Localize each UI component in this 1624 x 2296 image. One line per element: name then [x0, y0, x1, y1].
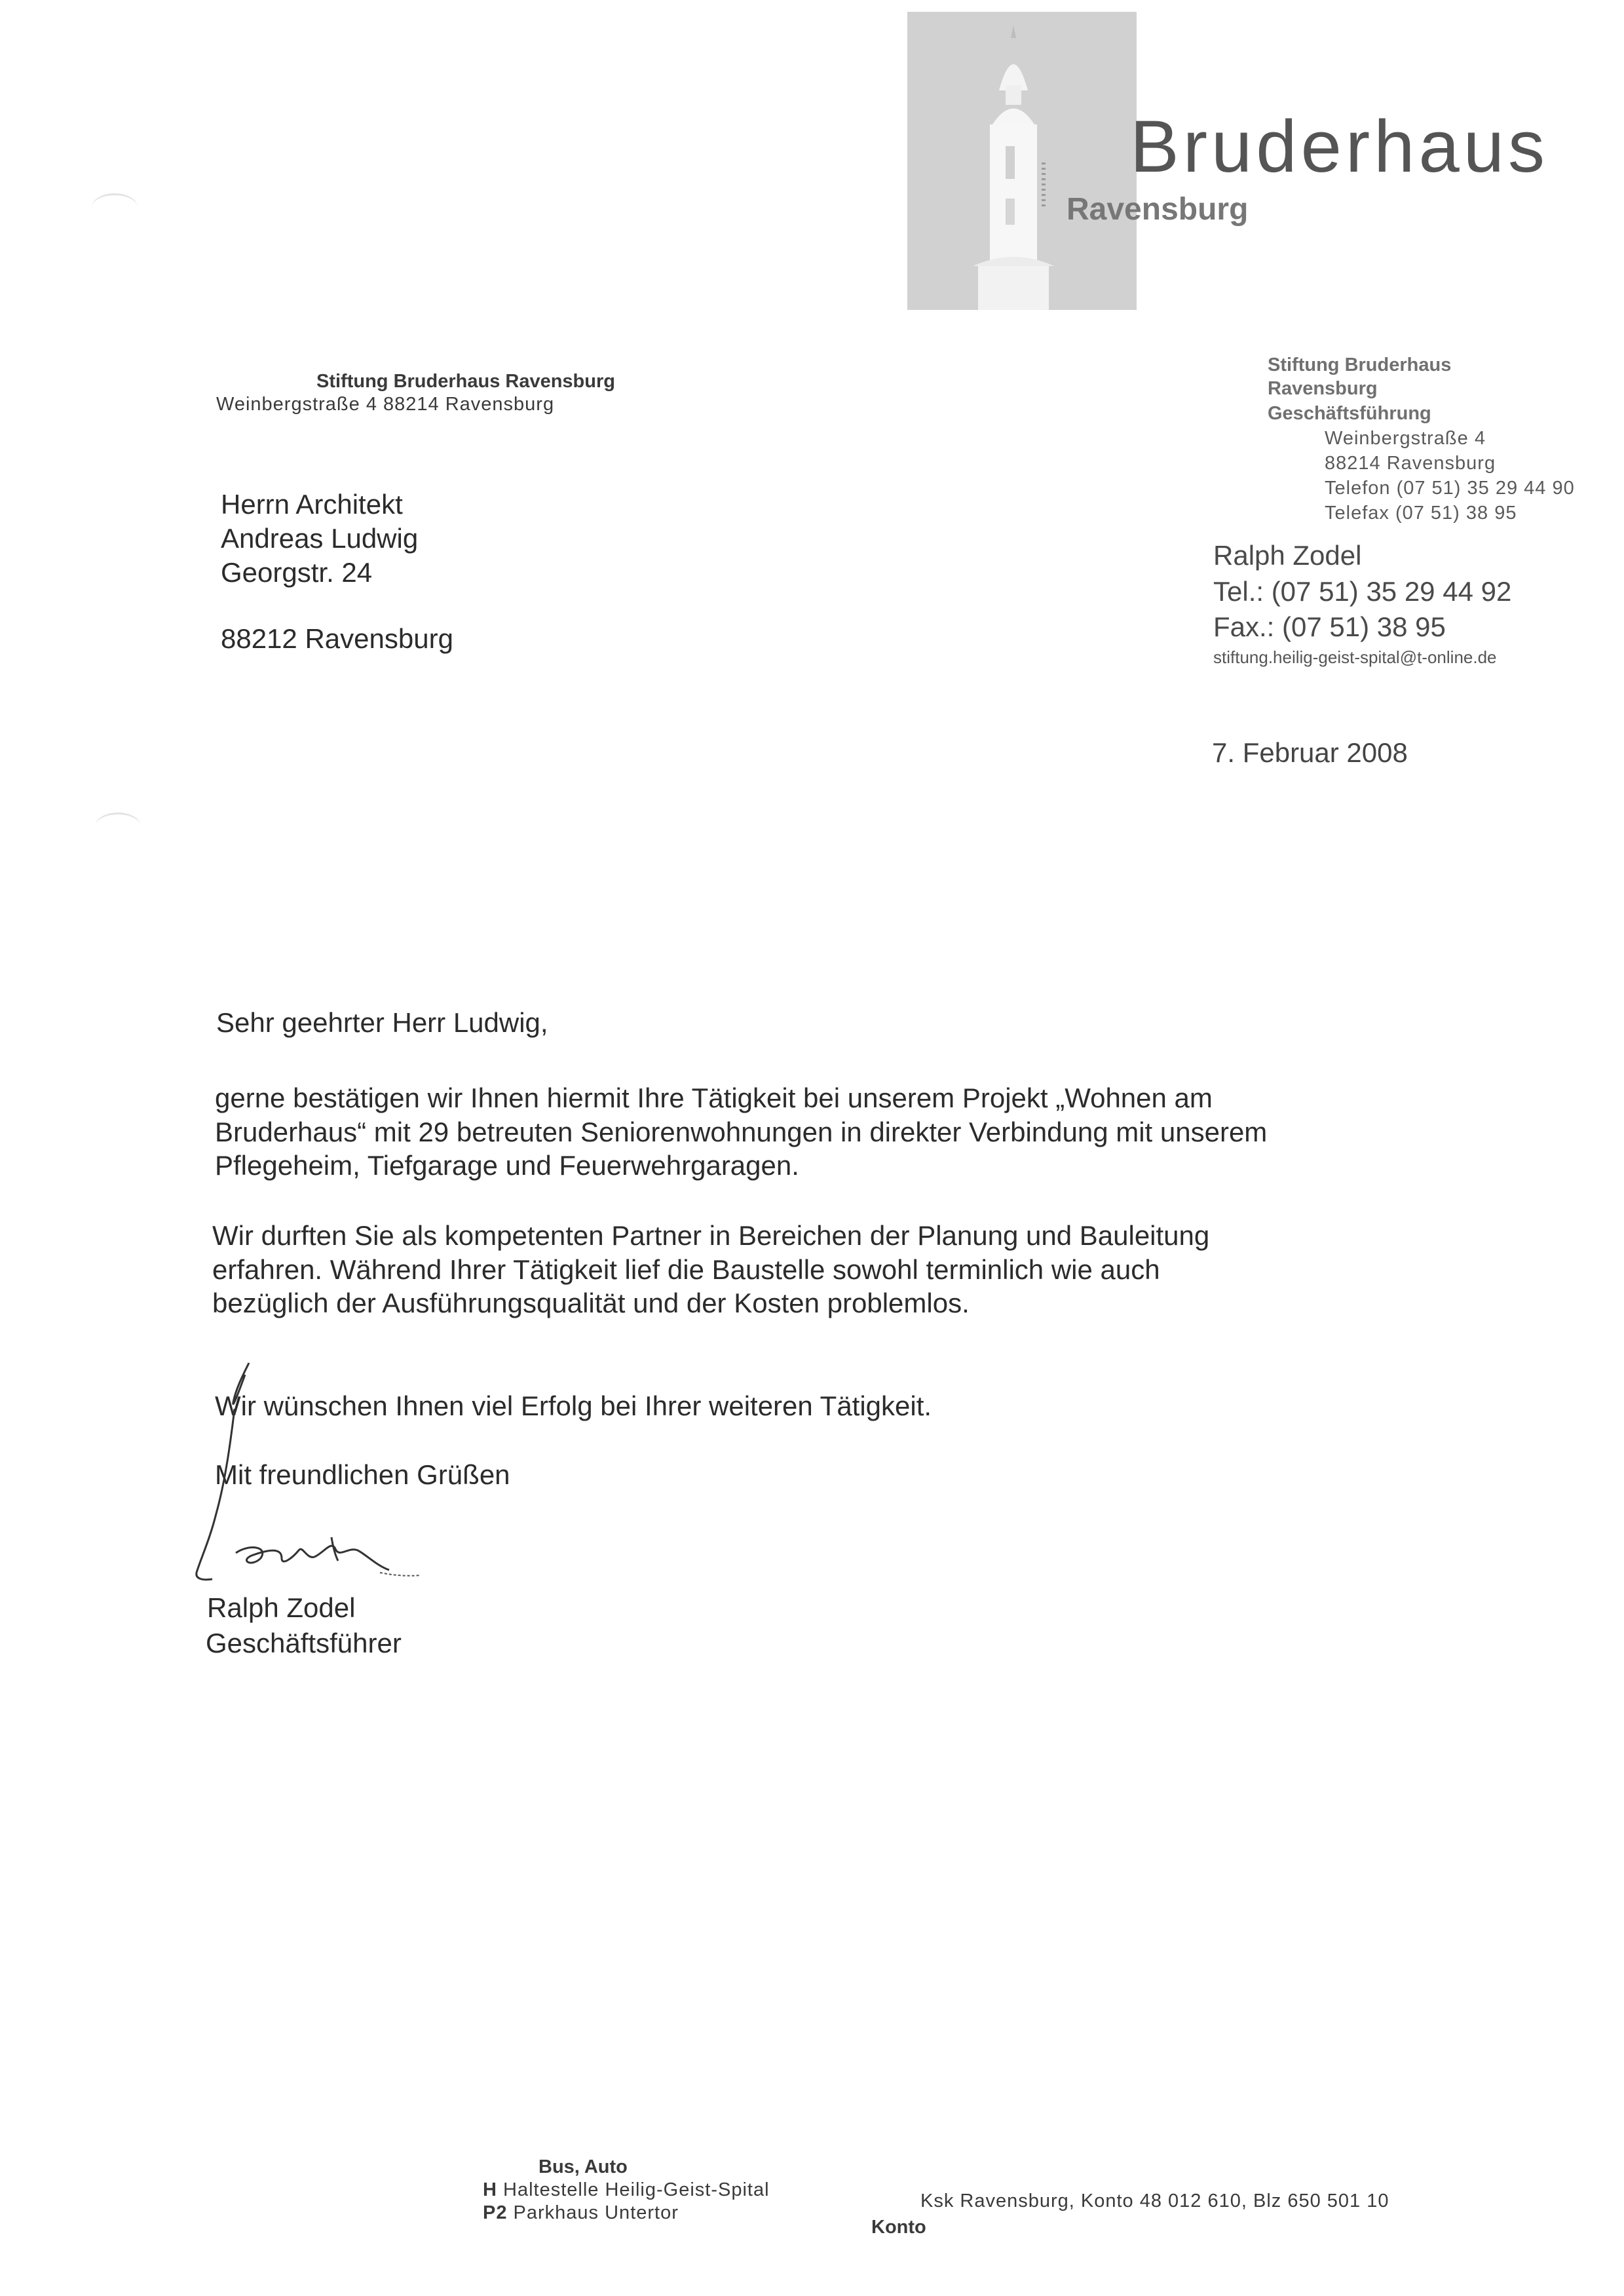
org-fax: Telefax (07 51) 38 95: [1325, 503, 1517, 524]
org-phone: Telefon (07 51) 35 29 44 90: [1325, 478, 1575, 499]
contact-email: stiftung.heilig-geist-spital@t-online.de: [1213, 647, 1497, 667]
logo-name: Bruderhaus: [1130, 105, 1549, 187]
church-tower-icon: [907, 12, 1137, 310]
footer-bank-details: Ksk Ravensburg, Konto 48 012 610, Blz 650 501 10: [920, 2191, 1389, 2211]
handwritten-signature: [183, 1350, 445, 1612]
letter-date: 7. Februar 2008: [1212, 737, 1408, 768]
recipient-street: Georgstr. 24: [221, 557, 373, 588]
footer-stop-text: Haltestelle Heilig-Geist-Spital: [503, 2179, 770, 2200]
recipient-title: Herrn Architekt: [221, 489, 403, 520]
logo-tower-photo: [907, 12, 1137, 310]
recipient-name: Andreas Ludwig: [221, 523, 419, 554]
signer-title: Geschäftsführer: [206, 1628, 402, 1658]
org-city: Ravensburg: [1268, 378, 1378, 399]
logo-city: Ravensburg: [1067, 192, 1249, 227]
sender-address: Weinbergstraße 4 88214 Ravensburg: [216, 394, 555, 415]
footer-transport-heading: Bus, Auto: [538, 2156, 628, 2177]
sender-organization: Stiftung Bruderhaus Ravensburg: [316, 371, 615, 392]
org-department: Geschäftsführung: [1268, 403, 1431, 424]
body-paragraph-2: Wir durften Sie als kompetenten Partner in Bereichen der Planung und Bauleitung erfahren. Während Ihrer Tätigkeit lief die Baustelle sowohl terminlich wie auch bezüglich der Ausführungsqualität und der Kosten problemlos.: [212, 1220, 1210, 1319]
salutation: Sehr geehrter Herr Ludwig,: [216, 1007, 548, 1038]
footer-konto-label: Konto: [871, 2217, 926, 2238]
contact-name: Ralph Zodel: [1213, 540, 1362, 571]
org-postal-city: 88214 Ravensburg: [1325, 453, 1496, 474]
signer-name: Ralph Zodel: [207, 1592, 356, 1623]
body-paragraph-3: Wir wünschen Ihnen viel Erfolg bei Ihrer weiteren Tätigkeit.: [215, 1390, 932, 1421]
recipient-city: 88212 Ravensburg: [221, 623, 453, 654]
footer-parking-text: Parkhaus Untertor: [513, 2202, 679, 2223]
footer-stop-label: H: [483, 2179, 497, 2200]
punch-mark: [95, 813, 141, 841]
contact-fax: Fax.: (07 51) 38 95: [1213, 611, 1446, 642]
body-paragraph-1: gerne bestätigen wir Ihnen hiermit Ihre Tätigkeit bei unserem Projekt „Wohnen am Bruderhaus“ mit 29 betreuten Seniorenwohnungen in direkter Verbindung mit unserem Pflegeheim, Tiefgarage und Feuerwehrgaragen.: [215, 1082, 1268, 1181]
punch-mark: [92, 193, 138, 221]
closing: Mit freundlichen Grüßen: [215, 1459, 510, 1490]
contact-phone: Tel.: (07 51) 35 29 44 92: [1213, 576, 1512, 607]
org-street: Weinbergstraße 4: [1325, 428, 1486, 449]
footer-parking-label: P2: [483, 2202, 508, 2223]
org-name: Stiftung Bruderhaus: [1268, 354, 1452, 375]
footer-parking: [483, 2202, 679, 2225]
footer-bus-stop: [483, 2179, 770, 2202]
